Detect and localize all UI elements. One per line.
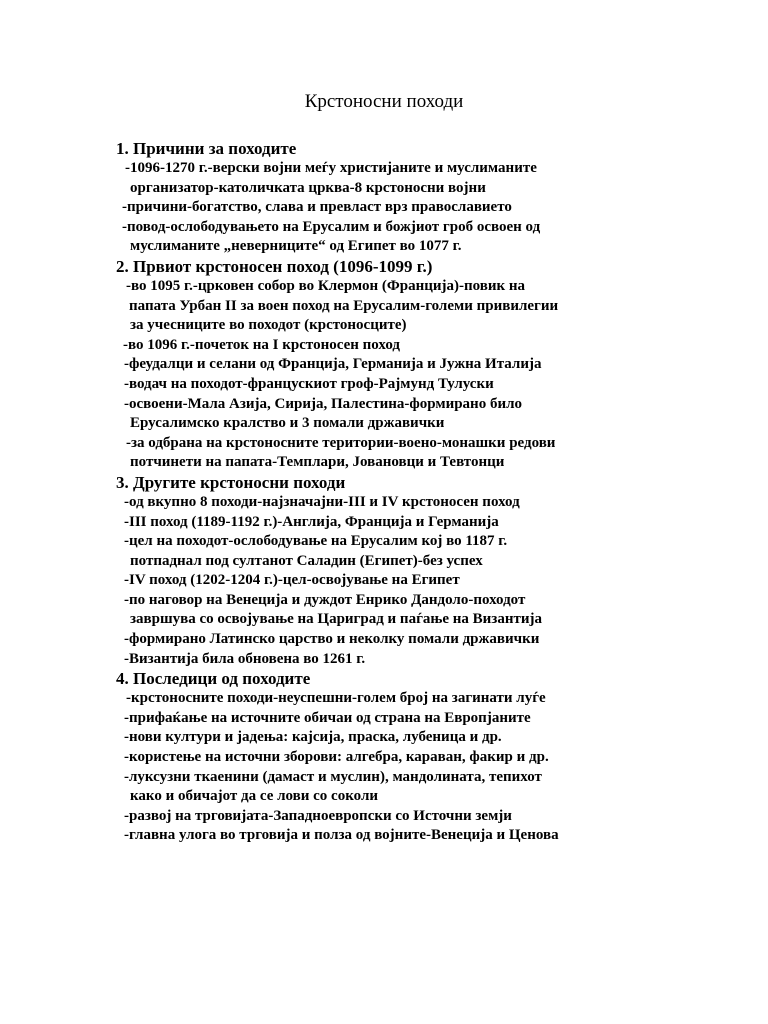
section-line: -причини-богатство, слава и превласт врз православието (122, 199, 512, 216)
section-heading: 3. Другите крстоносни походи (116, 472, 346, 492)
section-line: -главна улога во трговија и полза од војните-Венеција и Ценова (124, 827, 559, 844)
section-line: -прифаќање на источните обичаи од страна на Европјаните (124, 709, 531, 726)
section-line: -цел на походот-ослободување на Ерусалим кој во 1187 г. (124, 533, 508, 550)
section-line: -крстоносните походи-неуспешни-голем број на загинати луѓе (126, 690, 546, 707)
section-line: организатор-католичката црква-8 крстоносни војни (130, 179, 486, 196)
section-line: -формирано Латинско царство и неколку помали државички (124, 631, 540, 648)
section-line: -нови култури и јадења: кајсија, праска, лубеница и др. (124, 729, 502, 746)
section-line: -повод-ослободувањето на Ерусалим и божјиот гроб освоен од (122, 218, 541, 235)
section-line: завршува со освојување на Цариград и паѓање на Византија (130, 611, 542, 628)
section-line: -во 1096 г.-почеток на I крстоносен поход (123, 336, 400, 353)
section-line: -луксузни ткаенини (дамаст и муслин), мандолината, тепихот (124, 768, 542, 785)
section-line: муслиманите „неверниците“ од Египет во 1077 г. (130, 238, 462, 255)
section-2 (0, 257, 768, 473)
section-4 (0, 669, 768, 846)
section-line: -за одбрана на крстоносните територии-воено-монашки редови (126, 434, 556, 451)
section-line: -Византија била обновена во 1261 г. (124, 650, 366, 667)
section-line: -освоени-Мала Азија, Сирија, Палестина-формирано било (124, 395, 523, 412)
section-line: -IV поход (1202-1204 г.)-цел-освојување на Египет (124, 572, 460, 589)
section-line: потпаднал под султанот Саладин (Египет)-без успех (130, 552, 483, 569)
section-line: -III поход (1189-1192 г.)-Англија, Франција и Германија (124, 513, 499, 530)
section-line: -во 1095 г.-црковен собор во Клермон (Франција)-повик на (126, 277, 526, 294)
section-line: -феудалци и селани од Франција, Германија и Јужна Италија (124, 356, 542, 373)
section-line: -користење на источни зборови: алгебра, караван, факир и др. (124, 749, 549, 766)
document-title: Крстоносни походи (304, 91, 464, 112)
section-line: -1096-1270 г.-верски војни меѓу христијаните и муслиманите (125, 160, 537, 176)
section-heading: 4. Последици од походите (116, 669, 311, 689)
section-line: за учесниците во походот (крстоносците) (130, 317, 407, 334)
document-body (0, 139, 768, 846)
section-line: папата Урбан II за воен поход на Ерусалим-големи привилегии (129, 297, 559, 314)
section-3 (0, 473, 768, 669)
section-line: како и обичајот да се лови со соколи (130, 788, 379, 805)
section-line: -водач на походот-францускиот гроф-Рајмунд Тулуски (124, 375, 494, 392)
section-heading: 2. Првиот крстоносен поход (1096-1099 г.) (116, 256, 433, 276)
section-line: -развој на трговијата-Западноевропски со Источни земји (124, 807, 512, 824)
section-1 (0, 139, 768, 257)
section-line: потчинети на папата-Темплари, Јовановци и Тевтонци (130, 454, 505, 471)
section-line: -по наговор на Венеција и дуждот Енрико Дандоло-походот (124, 591, 526, 608)
section-line: -од вкупно 8 походи-најзначајни-III и IV крстоносен поход (124, 493, 520, 510)
section-heading: 1. Причини за походите (116, 139, 297, 158)
section-line: Ерусалимско кралство и 3 помали државички (130, 415, 445, 432)
